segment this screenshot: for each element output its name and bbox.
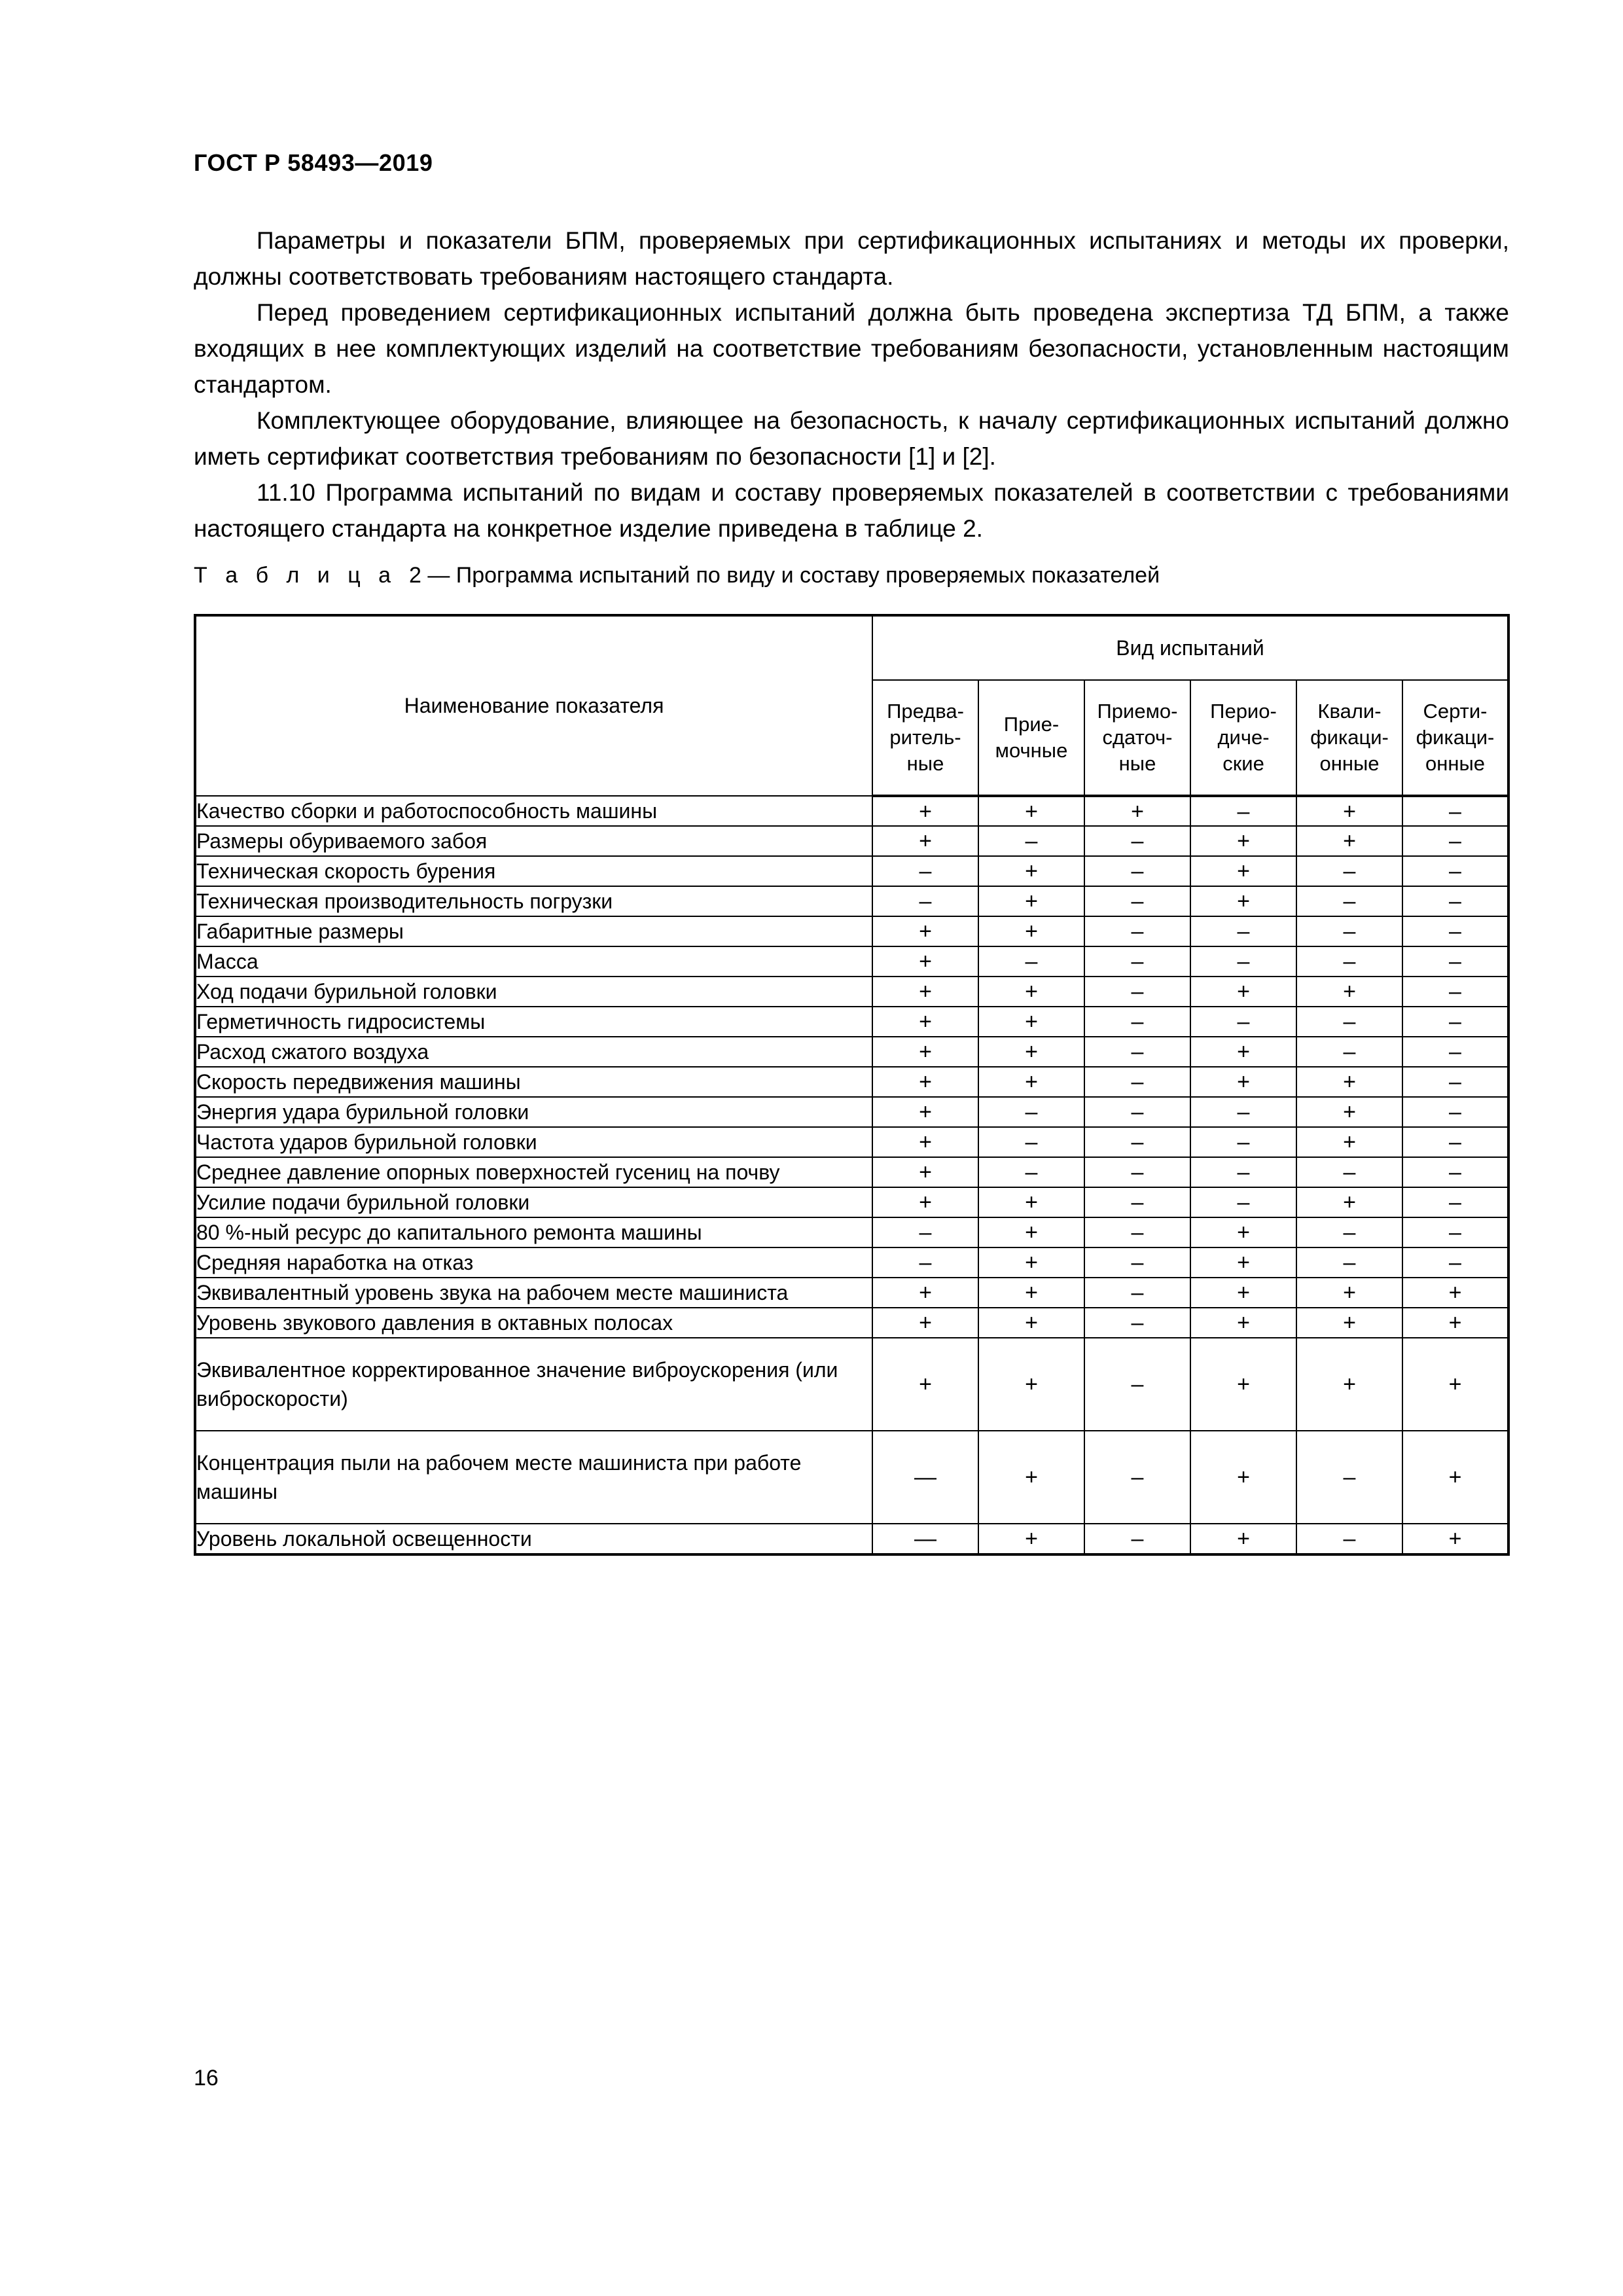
test-mark-cell: + bbox=[1296, 1127, 1402, 1157]
test-mark-cell: – bbox=[1296, 856, 1402, 886]
test-mark-cell: + bbox=[1402, 1524, 1508, 1554]
test-mark-cell: – bbox=[1084, 1157, 1190, 1187]
test-mark-cell: + bbox=[978, 1217, 1084, 1247]
table-row bbox=[195, 1187, 1508, 1217]
test-mark-cell: – bbox=[1402, 977, 1508, 1007]
test-mark-cell: — bbox=[872, 1524, 978, 1554]
test-mark-cell: + bbox=[872, 1037, 978, 1067]
table-body bbox=[195, 796, 1508, 1554]
test-mark-cell: + bbox=[1190, 1037, 1296, 1067]
test-mark-cell: + bbox=[978, 1524, 1084, 1554]
column-header-certification: Серти- фикаци- онные bbox=[1402, 680, 1508, 796]
indicator-name-cell: Частота ударов бурильной головки bbox=[195, 1127, 872, 1157]
test-mark-cell: + bbox=[1402, 1278, 1508, 1308]
test-mark-cell: – bbox=[1084, 946, 1190, 977]
test-mark-cell: – bbox=[1084, 1338, 1190, 1431]
table-row bbox=[195, 1097, 1508, 1127]
indicator-name-cell: Масса bbox=[195, 946, 872, 977]
test-mark-cell: – bbox=[1402, 946, 1508, 977]
test-mark-cell: – bbox=[1402, 1187, 1508, 1217]
table-row bbox=[195, 856, 1508, 886]
paragraph: Перед проведением сертификационных испытаний должна быть проведена экспертиза ТД БПМ, а также входящих в нее комплектующих изделий на соответствие требованиям безопасности, установленным настоящим стандартом. bbox=[194, 299, 1509, 398]
test-mark-cell: – bbox=[1402, 796, 1508, 826]
indicator-name-cell: Среднее давление опорных поверхностей гусениц на почву bbox=[195, 1157, 872, 1187]
test-mark-cell: + bbox=[978, 1037, 1084, 1067]
paragraph: Параметры и показатели БПМ, проверяемых при сертификационных испытаниях и методы их проверки, должны соответствовать требованиям настоящего стандарта. bbox=[194, 227, 1509, 290]
column-header-preliminary: Предва- ритель- ные bbox=[872, 680, 978, 796]
test-mark-cell: – bbox=[1190, 796, 1296, 826]
test-mark-cell: – bbox=[1402, 886, 1508, 916]
paragraph: 11.10 Программа испытаний по видам и составу проверяемых показателей в соответствии с требованиями настоящего стандарта на конкретное изделие приведена в таблице 2. bbox=[194, 479, 1509, 542]
table-header-row-group bbox=[195, 615, 1508, 680]
test-mark-cell: – bbox=[1084, 1097, 1190, 1127]
test-mark-cell: + bbox=[872, 916, 978, 946]
table-row bbox=[195, 1278, 1508, 1308]
test-mark-cell: – bbox=[1402, 856, 1508, 886]
test-mark-cell: – bbox=[1296, 1247, 1402, 1278]
test-mark-cell: – bbox=[1402, 826, 1508, 856]
test-mark-cell: – bbox=[1190, 1127, 1296, 1157]
indicator-name-cell: Расход сжатого воздуха bbox=[195, 1037, 872, 1067]
test-mark-cell: + bbox=[1190, 886, 1296, 916]
indicator-name-cell: Ход подачи бурильной головки bbox=[195, 977, 872, 1007]
test-mark-cell: – bbox=[1296, 1431, 1402, 1524]
test-mark-cell: – bbox=[872, 1217, 978, 1247]
program-table bbox=[194, 614, 1510, 1556]
test-mark-cell: + bbox=[1190, 826, 1296, 856]
test-mark-cell: – bbox=[1084, 1247, 1190, 1278]
indicator-name-cell: Энергия удара бурильной головки bbox=[195, 1097, 872, 1127]
test-mark-cell: – bbox=[1296, 1217, 1402, 1247]
test-mark-cell: + bbox=[978, 977, 1084, 1007]
test-mark-cell: – bbox=[978, 826, 1084, 856]
test-mark-cell: + bbox=[872, 826, 978, 856]
test-mark-cell: + bbox=[1296, 1278, 1402, 1308]
test-mark-cell: – bbox=[1296, 1037, 1402, 1067]
test-mark-cell: – bbox=[1402, 1007, 1508, 1037]
indicator-name-cell: Уровень звукового давления в октавных полосах bbox=[195, 1308, 872, 1338]
test-mark-cell: – bbox=[1296, 1007, 1402, 1037]
indicator-name-cell: 80 %-ный ресурс до капитального ремонта машины bbox=[195, 1217, 872, 1247]
table-row bbox=[195, 946, 1508, 977]
test-mark-cell: – bbox=[1402, 1157, 1508, 1187]
column-header-qualification: Квали- фикаци- онные bbox=[1296, 680, 1402, 796]
indicator-name-cell: Размеры обуриваемого забоя bbox=[195, 826, 872, 856]
table-row bbox=[195, 886, 1508, 916]
test-mark-cell: – bbox=[1296, 1524, 1402, 1554]
test-mark-cell: + bbox=[872, 1007, 978, 1037]
indicator-name-cell: Средняя наработка на отказ bbox=[195, 1247, 872, 1278]
indicator-name-cell: Габаритные размеры bbox=[195, 916, 872, 946]
test-mark-cell: + bbox=[1402, 1308, 1508, 1338]
test-mark-cell: – bbox=[1084, 1308, 1190, 1338]
test-mark-cell: – bbox=[1190, 1187, 1296, 1217]
test-mark-cell: + bbox=[1190, 1338, 1296, 1431]
table-caption bbox=[194, 563, 1160, 588]
test-mark-cell: + bbox=[872, 1157, 978, 1187]
column-header-periodic: Перио- диче- ские bbox=[1190, 680, 1296, 796]
test-mark-cell: – bbox=[1084, 856, 1190, 886]
test-mark-cell: + bbox=[978, 916, 1084, 946]
table-head bbox=[195, 615, 1508, 796]
indicator-name-cell: Усилие подачи бурильной головки bbox=[195, 1187, 872, 1217]
indicator-name-cell: Концентрация пыли на рабочем месте машиниста при работе машины bbox=[195, 1431, 872, 1524]
column-header-name: Наименование показателя bbox=[195, 615, 872, 796]
table-row bbox=[195, 1431, 1508, 1524]
table-caption-number: 2 bbox=[408, 563, 421, 588]
test-mark-cell: – bbox=[1402, 1067, 1508, 1097]
test-mark-cell: – bbox=[1190, 1007, 1296, 1037]
test-mark-cell: – bbox=[872, 886, 978, 916]
indicator-name-cell: Эквивалентный уровень звука на рабочем месте машиниста bbox=[195, 1278, 872, 1308]
test-mark-cell: – bbox=[1402, 1097, 1508, 1127]
column-header-acceptance: Прие- мочные bbox=[978, 680, 1084, 796]
test-mark-cell: + bbox=[978, 886, 1084, 916]
test-mark-cell: – bbox=[1296, 946, 1402, 977]
indicator-name-cell: Уровень локальной освещенности bbox=[195, 1524, 872, 1554]
test-mark-cell: + bbox=[1296, 796, 1402, 826]
page-number: 16 bbox=[194, 2066, 219, 2090]
indicator-name-cell: Качество сборки и работоспособность машины bbox=[195, 796, 872, 826]
test-mark-cell: + bbox=[872, 1308, 978, 1338]
table-row bbox=[195, 1524, 1508, 1554]
test-mark-cell: + bbox=[1296, 1187, 1402, 1217]
test-mark-cell: + bbox=[872, 1097, 978, 1127]
test-mark-cell: – bbox=[872, 1247, 978, 1278]
table-row bbox=[195, 796, 1508, 826]
test-mark-cell: – bbox=[1084, 1431, 1190, 1524]
test-mark-cell: + bbox=[1190, 977, 1296, 1007]
table-row bbox=[195, 1127, 1508, 1157]
table-caption-dash: — bbox=[427, 563, 450, 588]
test-mark-cell: + bbox=[872, 977, 978, 1007]
test-mark-cell: – bbox=[1402, 1037, 1508, 1067]
test-mark-cell: – bbox=[1084, 1007, 1190, 1037]
test-mark-cell: + bbox=[978, 1308, 1084, 1338]
test-mark-cell: + bbox=[978, 1007, 1084, 1037]
test-mark-cell: + bbox=[1190, 1431, 1296, 1524]
test-mark-cell: – bbox=[978, 1097, 1084, 1127]
test-mark-cell: + bbox=[872, 1127, 978, 1157]
table-row bbox=[195, 1067, 1508, 1097]
table-row bbox=[195, 826, 1508, 856]
test-mark-cell: – bbox=[1190, 946, 1296, 977]
test-mark-cell: + bbox=[872, 1278, 978, 1308]
test-mark-cell: + bbox=[1190, 1067, 1296, 1097]
test-mark-cell: – bbox=[1402, 1127, 1508, 1157]
test-mark-cell: + bbox=[1296, 1067, 1402, 1097]
test-mark-cell: + bbox=[978, 1278, 1084, 1308]
table-caption-title: Программа испытаний по виду и составу проверяемых показателей bbox=[455, 563, 1160, 588]
table-row bbox=[195, 1247, 1508, 1278]
test-mark-cell: + bbox=[1296, 1308, 1402, 1338]
test-mark-cell: + bbox=[978, 796, 1084, 826]
test-mark-cell: – bbox=[1084, 886, 1190, 916]
table-row bbox=[195, 1217, 1508, 1247]
program-table-wrapper bbox=[194, 614, 1509, 1556]
test-mark-cell: – bbox=[1084, 1524, 1190, 1554]
test-mark-cell: + bbox=[1190, 1278, 1296, 1308]
indicator-name-cell: Техническая скорость бурения bbox=[195, 856, 872, 886]
test-mark-cell: – bbox=[1402, 1247, 1508, 1278]
test-mark-cell: – bbox=[1296, 1157, 1402, 1187]
test-mark-cell: – bbox=[1084, 977, 1190, 1007]
test-mark-cell: – bbox=[978, 1157, 1084, 1187]
test-mark-cell: – bbox=[978, 1127, 1084, 1157]
table-row bbox=[195, 1308, 1508, 1338]
table-row bbox=[195, 1037, 1508, 1067]
test-mark-cell: – bbox=[1296, 916, 1402, 946]
test-mark-cell: — bbox=[872, 1431, 978, 1524]
test-mark-cell: – bbox=[1084, 1067, 1190, 1097]
test-mark-cell: + bbox=[978, 1338, 1084, 1431]
test-mark-cell: – bbox=[978, 946, 1084, 977]
test-mark-cell: + bbox=[1190, 1217, 1296, 1247]
test-mark-cell: – bbox=[1296, 886, 1402, 916]
test-mark-cell: – bbox=[1190, 1097, 1296, 1127]
test-mark-cell: + bbox=[872, 946, 978, 977]
test-mark-cell: – bbox=[1084, 1217, 1190, 1247]
test-mark-cell: + bbox=[1190, 1247, 1296, 1278]
test-mark-cell: – bbox=[1084, 1187, 1190, 1217]
document-header: ГОСТ Р 58493—2019 bbox=[194, 149, 433, 176]
test-mark-cell: + bbox=[1296, 1097, 1402, 1127]
test-mark-cell: – bbox=[1190, 916, 1296, 946]
column-header-group: Вид испытаний bbox=[872, 615, 1508, 680]
test-mark-cell: – bbox=[872, 856, 978, 886]
test-mark-cell: + bbox=[978, 1067, 1084, 1097]
test-mark-cell: + bbox=[1190, 1524, 1296, 1554]
test-mark-cell: + bbox=[872, 1067, 978, 1097]
test-mark-cell: + bbox=[872, 796, 978, 826]
indicator-name-cell: Герметичность гидросистемы bbox=[195, 1007, 872, 1037]
indicator-name-cell: Скорость передвижения машины bbox=[195, 1067, 872, 1097]
test-mark-cell: + bbox=[872, 1187, 978, 1217]
test-mark-cell: + bbox=[1402, 1338, 1508, 1431]
test-mark-cell: + bbox=[1402, 1431, 1508, 1524]
indicator-name-cell: Техническая производительность погрузки bbox=[195, 886, 872, 916]
test-mark-cell: – bbox=[1084, 1127, 1190, 1157]
test-mark-cell: – bbox=[1084, 1037, 1190, 1067]
paragraph: Комплектующее оборудование, влияющее на безопасность, к началу сертификационных испытаний должно иметь сертификат соответствия требованиям по безопасности [1] и [2]. bbox=[194, 407, 1509, 470]
test-mark-cell: + bbox=[872, 1338, 978, 1431]
table-row bbox=[195, 1338, 1508, 1431]
table-row bbox=[195, 977, 1508, 1007]
test-mark-cell: + bbox=[1084, 796, 1190, 826]
test-mark-cell: – bbox=[1084, 916, 1190, 946]
body-text-block bbox=[194, 223, 1509, 547]
test-mark-cell: – bbox=[1402, 1217, 1508, 1247]
test-mark-cell: – bbox=[1402, 916, 1508, 946]
column-header-acceptance-delivery: Приемо- сдаточ- ные bbox=[1084, 680, 1190, 796]
test-mark-cell: – bbox=[1084, 826, 1190, 856]
test-mark-cell: + bbox=[1296, 826, 1402, 856]
test-mark-cell: + bbox=[1190, 856, 1296, 886]
indicator-name-cell: Эквивалентное корректированное значение виброускорения (или виброскорости) bbox=[195, 1338, 872, 1431]
table-caption-label: Т а б л и ц а bbox=[194, 563, 397, 588]
test-mark-cell: + bbox=[978, 1247, 1084, 1278]
test-mark-cell: + bbox=[978, 856, 1084, 886]
test-mark-cell: + bbox=[1296, 977, 1402, 1007]
table-row bbox=[195, 1007, 1508, 1037]
table-row bbox=[195, 916, 1508, 946]
test-mark-cell: + bbox=[1296, 1338, 1402, 1431]
test-mark-cell: + bbox=[978, 1187, 1084, 1217]
test-mark-cell: – bbox=[1190, 1157, 1296, 1187]
test-mark-cell: + bbox=[978, 1431, 1084, 1524]
test-mark-cell: + bbox=[1190, 1308, 1296, 1338]
table-row bbox=[195, 1157, 1508, 1187]
test-mark-cell: – bbox=[1084, 1278, 1190, 1308]
